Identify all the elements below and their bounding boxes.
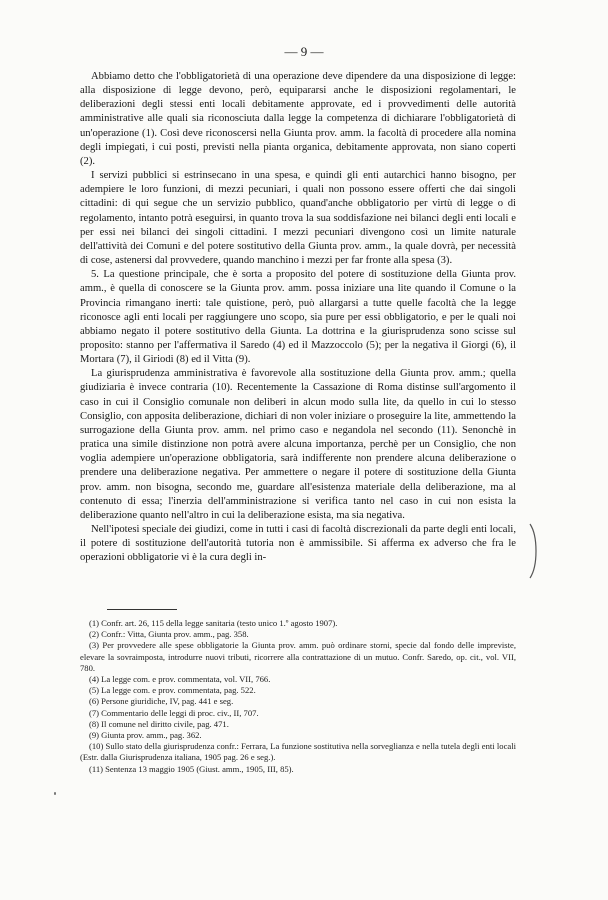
paragraph: I servizi pubblici si estrinsecano in una spesa, e quindi gli enti autarchici hanno bisogno, per adempiere le loro funzioni, di mezzi pecuniari, i quali non possono essere offerti che dai singoli cittadini: di qui segue che un servizio pubblico, quand'anche obbligatorio per virtù di legge o di regolamento, intanto potrà eseguirsi, in quanto trova la sua soddisfazione nei bilanci degli enti locali e per essi nei bilanci dei singoli cittadini. I mezzi pecuniari divengono così un limite naturale dell'attività dei Comuni e del potere sostitutivo della Giunta prov. amm., la quale dovrà, per necessità di cose, astenersi dal provvedere, quando manchino i mezzi per far fronte alla spesa (3). <box>80 170 516 267</box>
margin-bracket-mark <box>527 522 541 580</box>
paragraph: Abbiamo detto che l'obbligatorietà di una operazione deve dipendere da una disposizione di legge: alla disposizione di legge devono, però, equipararsi anche le disposizioni regolamentari, le deliberazioni degli stessi enti locali debitamente approvate, ed i provvedimenti delle autorità amministrative alle quali sia riconosciuta dalla legge la competenza di dichiarare l'obbligatorietà di un'operazione (1). Così deve riconoscersi nella Giunta prov. amm. la facoltà di procedere alla nomina degli impiegati, i cui posti, previsti nella pianta organica, debitamente approvata, non siano coperti (2). <box>80 71 516 167</box>
footnote: (9) Giunta prov. amm., pag. 362. <box>89 730 202 741</box>
footnote: (1) Confr. art. 26, 115 della legge sanitaria (testo unico 1.º agosto 1907). <box>89 618 338 628</box>
footnote: (10) Sullo stato della giurisprudenza confr.: Ferrara, La funzione sostitutiva nella sorveglianza e nella tutela degli enti locali (Estr. dalla Giurisprudenza italiana, 1905 pag. 26 e seg.). <box>80 741 516 763</box>
footnote: (8) Il comune nel diritto civile, pag. 471. <box>89 718 229 729</box>
page-number: — 9 — <box>284 44 324 59</box>
footnote: (3) Per provvedere alle spese obbligatorie la Giunta prov. amm. può ordinare storni, specie dal fondo delle impreviste, elevare la sovraimposta, introdurre nuovi tributi, ricorrere alla contrattazione di un mutuo. Confr. Saredo, op. cit., vol. VII, 780. <box>80 640 516 673</box>
footnote: (7) Commentario delle leggi di proc. civ., II, 707. <box>89 707 259 718</box>
scan-speck <box>54 792 56 795</box>
footnotes <box>80 618 516 775</box>
body-text <box>80 70 516 565</box>
footnote: (6) Persone giuridiche, IV, pag. 441 e seg. <box>89 696 234 707</box>
footnote: (4) La legge com. e prov. commentata, vol. VII, 766. <box>89 674 271 685</box>
footnote: (11) Sentenza 13 maggio 1905 (Giust. amm., 1905, III, 85). <box>89 763 294 774</box>
paragraph: 5. La questione principale, che è sorta a proposito del potere di sostituzione della Giunta prov. amm., è quella di conoscere se la Giunta prov. amm. possa iniziare una lite quando il Comune o la Provincia rimangano inerti: tale quistione, però, può allargarsi a tutte quelle facoltà che la legge riconosce agli enti locali per raggiungere uno scopo, sia pure per essi obbligatorio, e per le quali noi abbiamo negato il potere sostitutivo della Giunta. La dottrina e la giurisprudenza sono scisse sul proposito: stanno per l'affermativa il Saredo (4) ed il Mazzoccolo (5); per la negativa il Giorgi (6), il Mortara (7), il Giriodi (8) ed il Vitta (9). <box>80 269 516 366</box>
paragraph: Nell'ipotesi speciale dei giudizi, come in tutti i casi di facoltà discrezionali da parte degli enti locali, il potere di sostituzione dell'autorità tutoria non è ammissibile. Si afferma ex adverso che fra le operazioni obbligatorie vi è la cura degli in- <box>80 524 516 564</box>
footnote: (5) La legge com. e prov. commentata, pag. 522. <box>89 685 256 696</box>
paragraph: La giurisprudenza amministrativa è favorevole alla sostituzione della Giunta prov. amm.; quella giudiziaria è invece contraria (10). Recentemente la Cassazione di Roma distinse sull'argomento il caso in cui il Consiglio comunale non deliberi in alcun modo sulla lite, da quello in cui lo stesso Consiglio, con apposita deliberazione, dichiari di non voler iniziare o proseguire la lite, ammettendo la surrogazione della Giunta prov. amm. nel primo caso e negandola nel secondo (11). Senonchè in pratica una simile distinzione non potrà avere alcuna importanza, perchè per un Consiglio, che non voglia adempiere un'operazione obbligatoria, sarà indifferente non prendere alcuna deliberazione o prendere una deliberazione negativa. Per ammettere o negare il potere di sostituzione della Giunta prov. amm. non bisogna, secondo me, guardare all'esistenza materiale della deliberazione, ma al contenuto di essa; l'inerzia dell'amministrazione si verifica tanto nel caso in cui non esista la deliberazione quanto nell'altro in cui la deliberazione esista, ma sia negativa. <box>80 368 516 521</box>
footnote-divider <box>107 609 177 610</box>
footnote: (2) Confr.: Vitta, Giunta prov. amm., pag. 358. <box>89 629 249 640</box>
